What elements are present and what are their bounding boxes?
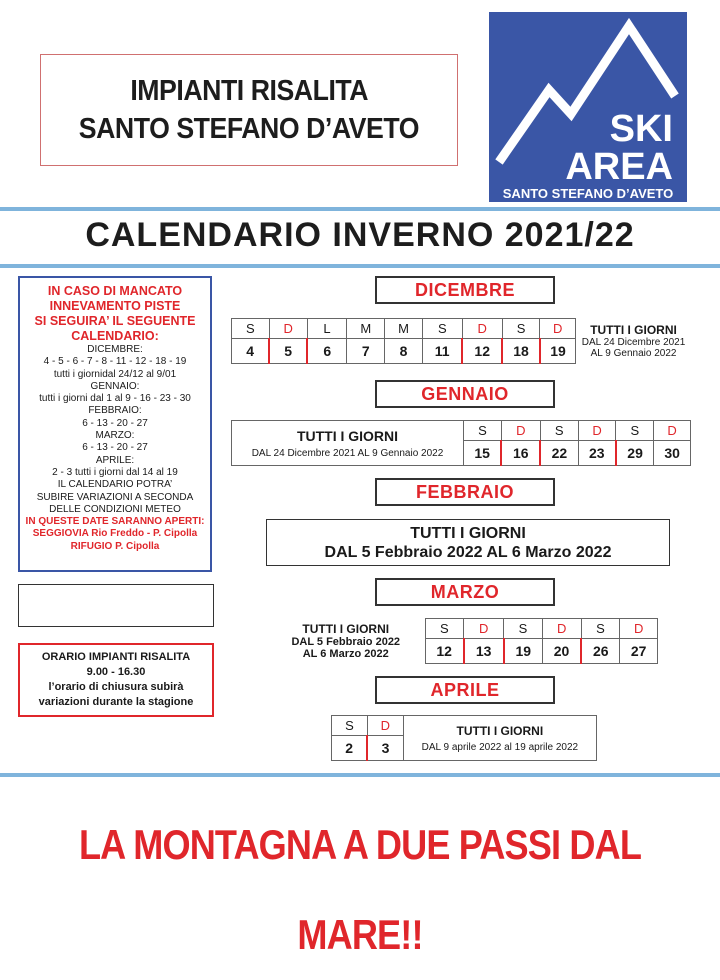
- ski-area-logo: [489, 12, 687, 202]
- day-label: S: [502, 319, 540, 339]
- fallback-line: MARZO:: [95, 430, 135, 442]
- fallback-line: 6 - 13 - 20 - 27: [82, 417, 148, 429]
- aprile-info: [403, 716, 596, 761]
- day-label: D: [464, 619, 504, 639]
- date-cell: 15: [464, 441, 502, 466]
- day-label: D: [620, 619, 658, 639]
- date-cell: 19: [504, 639, 543, 664]
- header-title-box: [40, 54, 458, 166]
- aprile-info-line1: DAL 9 aprile 2022 al 19 aprile 2022: [421, 741, 579, 753]
- fallback-line: DICEMBRE:: [87, 344, 143, 355]
- dicembre-table: [231, 318, 691, 364]
- marzo-info-line1: DAL 5 Febbraio 2022: [291, 636, 401, 648]
- fallback-line: 4 - 5 - 6 - 7 - 8 - 11 - 12 - 18 - 19: [43, 356, 187, 368]
- dicembre-info-line1: DAL 24 Dicembre 2021: [581, 337, 686, 348]
- open-dates-heading: IN QUESTE DATE SARANNO APERTI:: [25, 516, 205, 528]
- gennaio-info: [232, 421, 464, 466]
- day-label: S: [232, 319, 270, 339]
- divider-title: [0, 264, 720, 268]
- date-cell: 23: [578, 441, 616, 466]
- fallback-line: tutti i giornidal 24/12 al 9/01: [53, 368, 177, 380]
- fallback-line: GENNAIO:: [90, 380, 140, 392]
- day-label: S: [581, 619, 620, 639]
- date-cell: 12: [425, 639, 464, 664]
- fallback-heading-3: SI SEGUIRA’ IL SEGUENTE: [34, 314, 196, 328]
- marzo-info-title: TUTTI I GIORNI: [302, 622, 390, 636]
- marzo-table: [267, 618, 658, 664]
- day-label: S: [332, 716, 368, 736]
- date-cell: 22: [540, 441, 578, 466]
- date-cell: 5: [269, 339, 307, 364]
- fallback-line: 2 - 3 tutti i giorni dal 14 al 19: [52, 466, 178, 478]
- aprile-table: [331, 715, 597, 761]
- day-label: S: [422, 319, 462, 339]
- date-cell: 12: [462, 339, 502, 364]
- date-cell: 27: [620, 639, 658, 664]
- fallback-line: SUBIRE VARIAZIONI A SECONDA: [36, 491, 194, 503]
- date-cell: 7: [347, 339, 385, 364]
- fallback-line: FEBBRAIO:: [88, 405, 142, 417]
- gennaio-info-title: TUTTI I GIORNI: [296, 427, 399, 444]
- day-label: M: [347, 319, 385, 339]
- fallback-line: 6 - 13 - 20 - 27: [82, 442, 148, 454]
- open-line-rifugio: RIFUGIO P. Cipolla: [70, 540, 160, 552]
- day-label: S: [540, 421, 578, 441]
- date-cell: 3: [367, 736, 403, 761]
- date-cell: 26: [581, 639, 620, 664]
- date-cell: 20: [542, 639, 581, 664]
- header-title-line2: SANTO STEFANO D’AVETO: [78, 113, 420, 145]
- opening-hours-box: [18, 643, 214, 717]
- logo-area-text: AREA: [565, 146, 673, 188]
- date-cell: 29: [616, 441, 654, 466]
- fallback-heading-1: IN CASO DI MANCATO: [47, 284, 183, 298]
- fallback-heading-4: CALENDARIO:: [71, 329, 159, 343]
- day-label: D: [367, 716, 403, 736]
- day-label: D: [578, 421, 616, 441]
- day-label: L: [307, 319, 347, 339]
- logo-subtitle: SANTO STEFANO D’AVETO: [502, 186, 674, 201]
- fallback-line: DELLE CONDIZIONI METEO: [49, 503, 181, 515]
- opening-hours-note2: variazioni durante la stagione: [38, 696, 194, 708]
- header-title-line1: IMPIANTI RISALITA: [130, 75, 368, 107]
- date-cell: 19: [540, 339, 576, 364]
- febbraio-info: [266, 519, 670, 566]
- empty-box: [18, 584, 214, 627]
- day-label: D: [269, 319, 307, 339]
- fallback-calendar-box: [18, 276, 212, 572]
- day-label: S: [616, 421, 654, 441]
- day-label: M: [385, 319, 423, 339]
- day-label: D: [501, 421, 540, 441]
- gennaio-info-line1: DAL 24 Dicembre 2021 AL 9 Gennaio 2022: [251, 447, 444, 459]
- date-cell: 16: [501, 441, 540, 466]
- month-febbraio: FEBBRAIO: [375, 478, 555, 506]
- divider-bottom: [0, 773, 720, 777]
- month-dicembre: DICEMBRE: [375, 276, 555, 304]
- aprile-info-title: TUTTI I GIORNI: [456, 723, 544, 738]
- date-cell: 11: [422, 339, 462, 364]
- opening-hours-note1: l’orario di chiusura subirà: [48, 681, 184, 693]
- fallback-heading-2: INNEVAMENTO PISTE: [49, 299, 181, 313]
- opening-hours-time: 9.00 - 16.30: [86, 666, 146, 678]
- logo-ski-text: SKI: [609, 108, 673, 150]
- date-cell: 13: [464, 639, 504, 664]
- febbraio-info-title: TUTTI I GIORNI: [410, 525, 526, 542]
- date-cell: 4: [232, 339, 270, 364]
- fallback-line: APRILE:: [95, 454, 135, 466]
- month-gennaio: GENNAIO: [375, 380, 555, 408]
- month-aprile: APRILE: [375, 676, 555, 704]
- day-label: S: [464, 421, 502, 441]
- date-cell: 18: [502, 339, 540, 364]
- gennaio-table: [231, 420, 691, 466]
- dicembre-info-title: TUTTI I GIORNI: [590, 323, 677, 337]
- day-label: D: [654, 421, 691, 441]
- date-cell: 6: [307, 339, 347, 364]
- slogan: LA MONTAGNA A DUE PASSI DAL MARE!!: [78, 821, 642, 958]
- day-label: D: [462, 319, 502, 339]
- open-line-seggiovia: SEGGIOVIA Rio Freddo - P. Cipolla: [32, 528, 198, 540]
- dicembre-info: [576, 319, 691, 364]
- calendar-title: CALENDARIO INVERNO 2021/22: [85, 216, 635, 254]
- dicembre-info-line2: AL 9 Gennaio 2022: [590, 348, 677, 359]
- marzo-info-line2: AL 6 Marzo 2022: [302, 648, 389, 660]
- divider-top: [0, 207, 720, 211]
- day-label: D: [540, 319, 576, 339]
- date-cell: 8: [385, 339, 423, 364]
- febbraio-info-line1: DAL 5 Febbraio 2022 AL 6 Marzo 2022: [324, 544, 612, 561]
- marzo-info: [267, 619, 425, 664]
- day-label: S: [504, 619, 543, 639]
- date-cell: 2: [332, 736, 368, 761]
- day-label: D: [542, 619, 581, 639]
- opening-hours-title: ORARIO IMPIANTI RISALITA: [41, 651, 191, 663]
- month-marzo: MARZO: [375, 578, 555, 606]
- fallback-line: IL CALENDARIO POTRA’: [57, 479, 173, 491]
- date-cell: 30: [654, 441, 691, 466]
- fallback-line: tutti i giorni dal 1 al 9 - 16 - 23 - 30: [39, 393, 191, 405]
- day-label: S: [425, 619, 464, 639]
